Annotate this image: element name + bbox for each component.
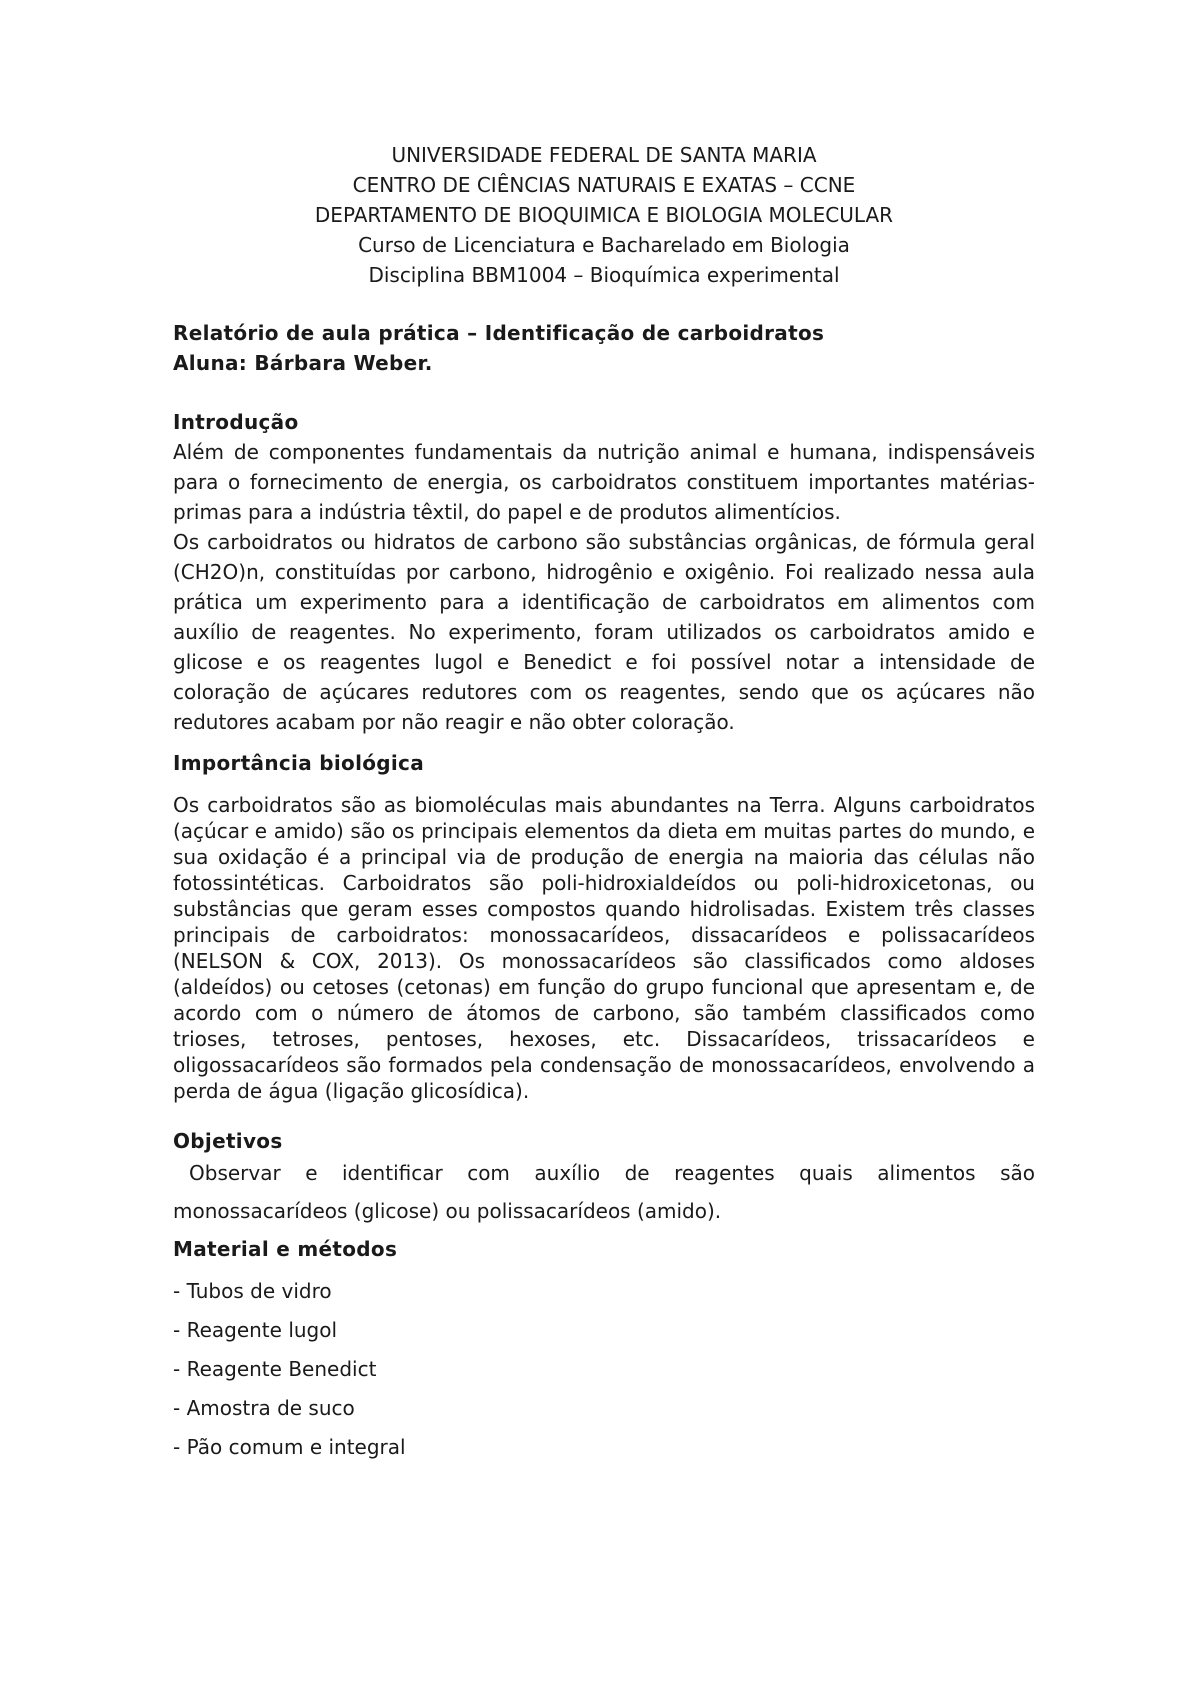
introduction-paragraph-2: Os carboidratos ou hidratos de carbono são substâncias orgânicas, de fórmula geral (CH2O)n, constituídas por carbono, hidrogênio e oxigênio. Foi realizado nessa aula prática um experimento para a identificação de carboidratos em alimentos com auxílio de reagentes. No experimento, foram utilizados os carboidratos amido e glicose e os reagentes lugol e Benedict e foi possível notar a intensidade de coloração de açúcares redutores com os reagentes, sendo que os açúcares não redutores acabam por não reagir e não obter coloração. xyxy=(173,530,1035,734)
department-name: DEPARTAMENTO DE BIOQUIMICA E BIOLOGIA MOLECULAR xyxy=(314,203,894,227)
university-name: UNIVERSIDADE FEDERAL DE SANTA MARIA xyxy=(391,143,817,167)
list-item: - Tubos de vidro xyxy=(173,1279,332,1303)
discipline-name: Disciplina BBM1004 – Bioquímica experimental xyxy=(368,263,840,287)
report-title: Relatório de aula prática – Identificação de carboidratos xyxy=(173,321,825,345)
document-page xyxy=(173,140,1035,1467)
materials-list xyxy=(173,1272,1035,1467)
list-item: - Reagente lugol xyxy=(173,1318,338,1342)
importance-heading: Importância biológica xyxy=(173,751,424,775)
list-item: - Reagente Benedict xyxy=(173,1357,377,1381)
list-item: - Amostra de suco xyxy=(173,1396,355,1420)
list-item: - Pão comum e integral xyxy=(173,1435,406,1459)
objectives-heading: Objetivos xyxy=(173,1129,283,1153)
objectives-section xyxy=(173,1128,1035,1230)
introduction-heading: Introdução xyxy=(173,410,299,434)
student-name: Aluna: Bárbara Weber. xyxy=(173,351,433,375)
importance-section xyxy=(173,748,1035,1104)
report-title-block xyxy=(173,318,1035,378)
objectives-paragraph: Observar e identificar com auxílio de reagentes quais alimentos são monossacarídeos (glicose) ou polissacarídeos (amido). xyxy=(173,1161,1035,1223)
introduction-paragraph-1: Além de componentes fundamentais da nutrição animal e humana, indispensáveis para o fornecimento de energia, os carboidratos constituem importantes matérias-primas para a indústria têxtil, do papel e de produtos alimentícios. xyxy=(173,440,1035,524)
materials-section xyxy=(173,1232,1035,1467)
course-name: Curso de Licenciatura e Bacharelado em Biologia xyxy=(358,233,850,257)
center-name: CENTRO DE CIÊNCIAS NATURAIS E EXATAS – CCNE xyxy=(352,173,856,197)
materials-heading: Material e métodos xyxy=(173,1237,398,1261)
institution-header xyxy=(173,140,1035,290)
importance-paragraph: Os carboidratos são as biomoléculas mais abundantes na Terra. Alguns carboidratos (açúcar e amido) são os principais elementos da dieta em muitas partes do mundo, e sua oxidação é a principal via de produção de energia na maioria das células não fotossintéticas. Carboidratos são poli-hidroxialdeídos ou poli-hidroxicetonas, ou substâncias que geram esses compostos quando hidrolisadas. Existem três classes principais de carboidratos: monossacarídeos, dissacarídeos e polissacarídeos (NELSON & COX, 2013). Os monossacarídeos são classificados como aldoses (aldeídos) ou cetoses (cetonas) em função do grupo funcional que apresentam e, de acordo com o número de átomos de carbono, são também classificados como trioses, tetroses, pentoses, hexoses, etc. Dissacarídeos, trissacarídeos e oligossacarídeos são formados pela condensação de monossacarídeos, envolvendo a perda de água (ligação glicosídica). xyxy=(173,793,1035,1103)
introduction-section xyxy=(173,407,1035,737)
